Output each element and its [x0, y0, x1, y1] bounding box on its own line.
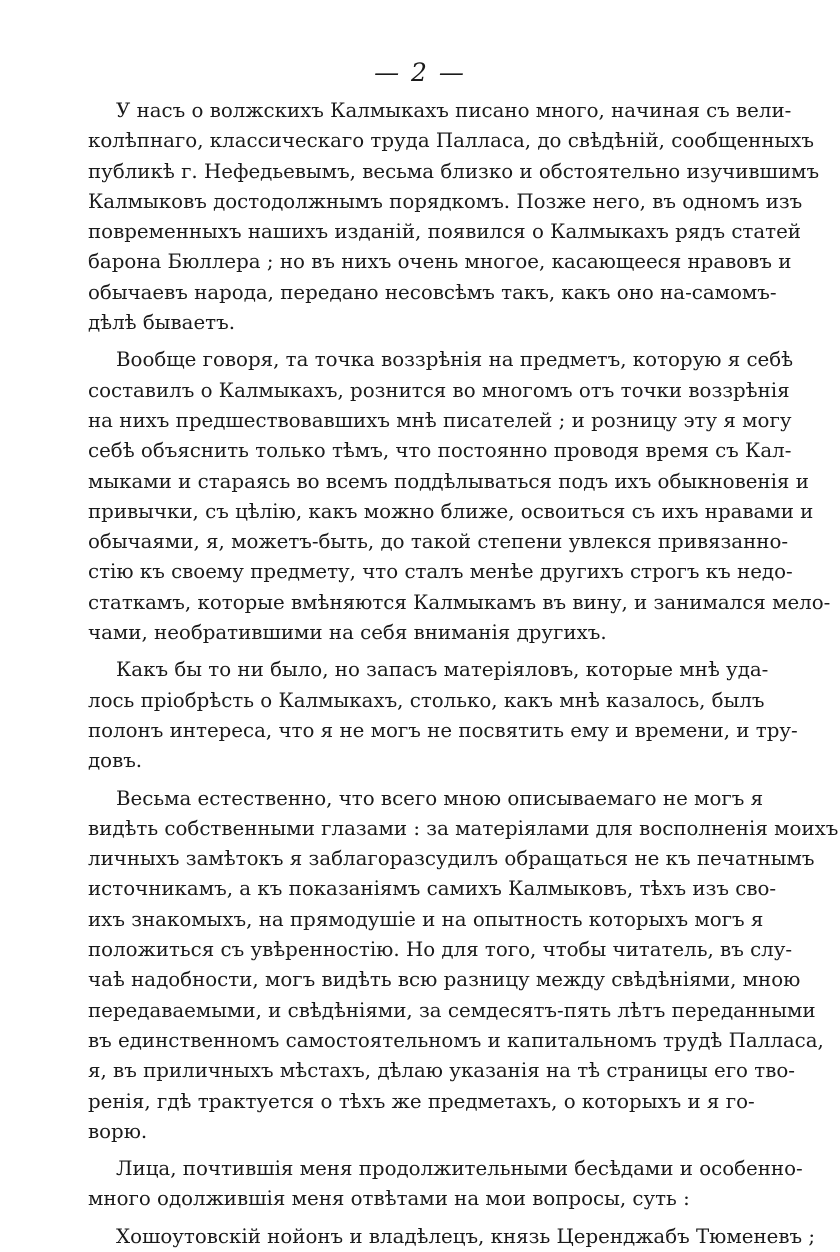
text-line: повременныхъ нашихъ изданій, появился о Калмыкахъ рядъ статей	[88, 220, 801, 244]
text-line: источникамъ, а къ показаніямъ самихъ Калмыковъ, тѣхъ изъ сво-	[88, 877, 777, 901]
text-line: привычки, съ цѣлію, какъ можно ближе, освоиться съ ихъ нравами и	[88, 499, 814, 523]
text-line: барона Бюллера ; но въ нихъ очень многое, касающееся нравовъ и	[88, 250, 792, 274]
text-line: Хошоутовскій нойонъ и владѣлецъ, князь Церенджабъ Тюменевъ ;	[116, 1224, 816, 1248]
text-line: У насъ о волжскихъ Калмыкахъ писано много, начиная съ вели-	[116, 99, 792, 122]
text-line: составилъ о Калмыкахъ, рознится во многомъ отъ точки воззрѣнія	[88, 378, 790, 402]
text-line: много одолжившія меня отвѣтами на мои вопросы, суть :	[88, 1187, 690, 1211]
paragraph-gap	[88, 1147, 753, 1154]
text-line: чами, необратившими на себя вниманія другихъ.	[88, 621, 607, 645]
text-line: ихъ знакомыхъ, на прямодушіе и на опытность которыхъ могъ я	[88, 907, 764, 931]
text-line: чаѣ надобности, могъ видѣть всю разницу между свѣдѣніями, мною	[88, 968, 801, 992]
text-line: на нихъ предшествовавшихъ мнѣ писателей ; и розницу эту я могу	[88, 408, 792, 432]
text-line: я, въ приличныхъ мѣстахъ, дѣлаю указанія на тѣ страницы его тво-	[88, 1059, 795, 1083]
page-number: — 2 —	[374, 58, 466, 87]
text-line: обычаевъ народа, передано несовсѣмъ такъ, какъ оно на-самомъ-	[88, 280, 777, 304]
text-line: дѣлѣ бываетъ.	[88, 311, 235, 335]
body-text	[88, 96, 839, 1252]
text-line: стію къ своему предмету, что сталъ менѣе другихъ строгъ къ недо-	[88, 560, 793, 584]
paragraph-gap	[88, 648, 753, 655]
paragraph-gap	[88, 777, 753, 784]
text-line: Лица, почтившія меня продолжительными бесѣдами и особенно-	[116, 1157, 803, 1181]
text-line: лось пріобрѣсть о Калмыкахъ, столько, какъ мнѣ казалось, былъ	[88, 688, 765, 712]
text-line: полонъ интереса, что я не могъ не посвятить ему и времени, и тру-	[88, 718, 798, 742]
text-line: мыками и стараясь во всемъ поддѣлываться подъ ихъ обыкновенія и	[88, 469, 809, 493]
text-line: Вообще говоря, та точка воззрѣнія на предметъ, которую я себѣ	[116, 348, 794, 372]
text-line: обычаями, я, можетъ-быть, до такой степени увлекся привязанно-	[88, 530, 789, 554]
text-line: въ единственномъ самостоятельномъ и капитальномъ трудѣ Палласа,	[88, 1028, 824, 1052]
text-line: публикѣ г. Нефедьевымъ, весьма близко и обстоятельно изучившимъ	[88, 159, 820, 183]
text-line: статкамъ, которые вмѣняются Калмыкамъ въ вину, и занимался мело-	[88, 590, 831, 614]
text-line: ренія, гдѣ трактуется о тѣхъ же предметахъ, о которыхъ и я го-	[88, 1089, 755, 1113]
paragraph-gap	[88, 1215, 753, 1222]
text-line: видѣть собственными глазами : за матеріялами для восполненія моихъ	[88, 816, 839, 840]
text-line: положиться съ увѣренностію. Но для того, чтобы читатель, въ слу-	[88, 938, 793, 962]
text-line: колѣпнаго, классическаго труда Палласа, до свѣдѣній, сообщенныхъ	[88, 129, 815, 153]
text-line: Калмыковъ достодолжнымъ порядкомъ. Позже него, въ одномъ изъ	[88, 189, 803, 213]
paragraph-gap	[88, 338, 753, 345]
text-line: себѣ объяснить только тѣмъ, что постоянно проводя время съ Кал-	[88, 439, 792, 463]
text-line: личныхъ замѣтокъ я заблагоразсудилъ обращаться не къ печатнымъ	[88, 847, 815, 871]
text-line: Весьма естественно, что всего мною описываемаго не могъ я	[116, 786, 764, 810]
text-line: передаваемыми, и свѣдѣніями, за семдесятъ-пять лѣтъ переданными	[88, 998, 816, 1022]
text-line: ворю.	[88, 1119, 148, 1143]
text-line: довъ.	[88, 749, 143, 773]
text-line: Какъ бы то ни было, но запасъ матеріяловъ, которые мнѣ уда-	[116, 658, 769, 682]
